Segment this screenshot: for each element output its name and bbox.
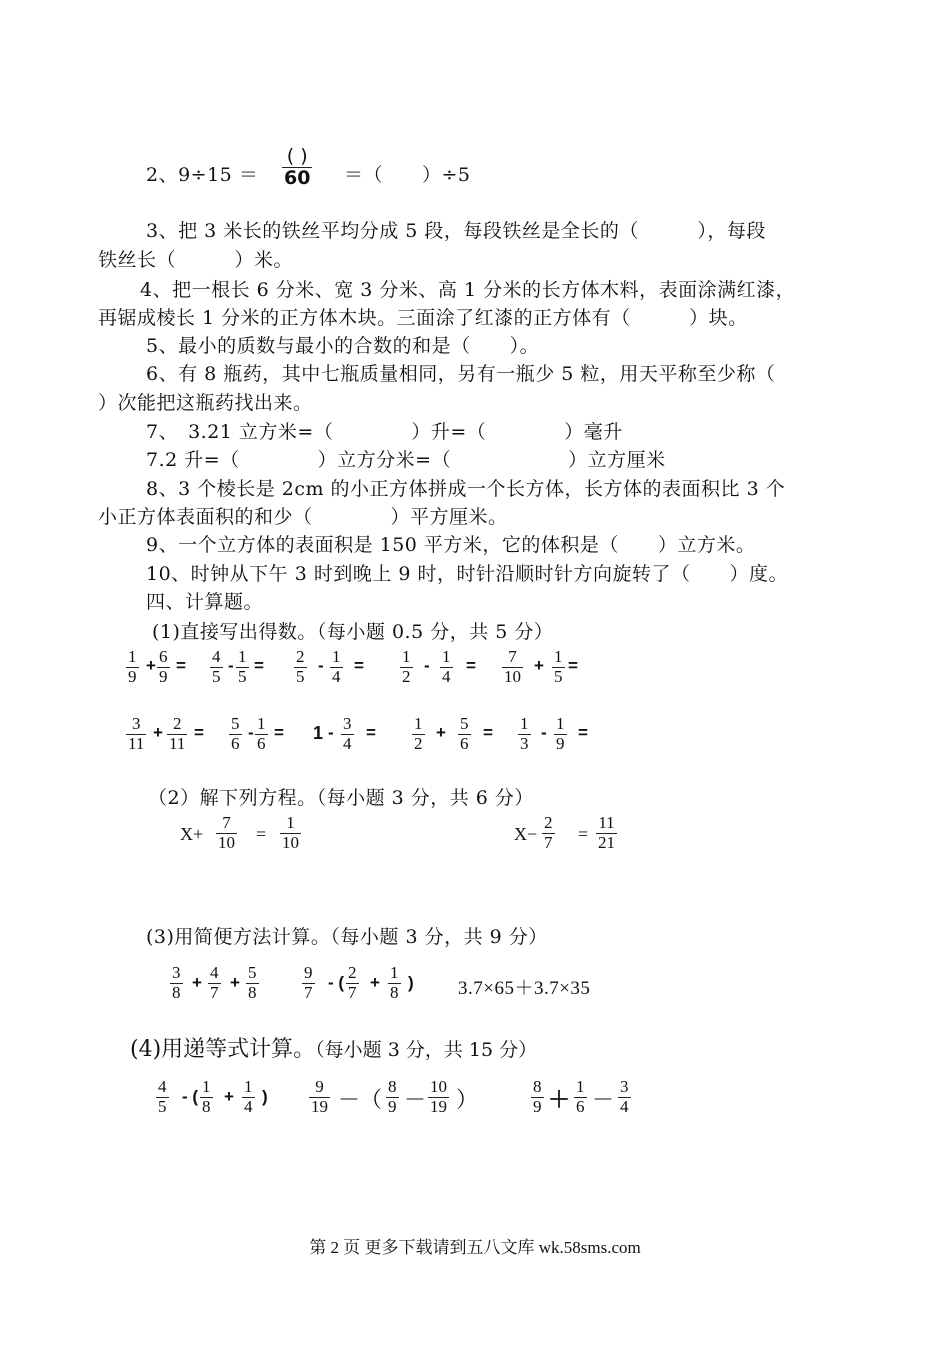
q8-line1: 8、3 个棱长是 2cm 的小正方体拼成一个长方体，长方体的表面积比 3 个 bbox=[146, 478, 786, 500]
p4-e3-op2: － bbox=[592, 1087, 615, 1112]
p1-r2-e2-b: $\frac{1}{6}$ bbox=[257, 714, 266, 753]
p1-r1-e1-op: + bbox=[146, 656, 156, 675]
q6-line2: ）次能把这瓶药找出来。 bbox=[98, 392, 313, 414]
p1-r1-e5-a: $\frac{7}{10}$ bbox=[504, 647, 521, 686]
p2-eq2-a: $\frac{2}{7}$ bbox=[544, 813, 553, 852]
p1-r2-e3-b: $\frac{3}{4}$ bbox=[343, 714, 352, 753]
p1-r2-e2-a: $\frac{5}{6}$ bbox=[231, 714, 240, 753]
p4-e3-a: $\frac{8}{9}$ bbox=[533, 1077, 542, 1116]
part4-title bbox=[130, 1032, 537, 1063]
p1-r1-e3-eq: = bbox=[354, 656, 364, 675]
p4-e1-b: $\frac{1}{8}$ bbox=[202, 1077, 211, 1116]
p1-r1-e3-a: $\frac{2}{5}$ bbox=[296, 647, 305, 686]
q3-line1: 3、把 3 米长的铁丝平均分成 5 段，每段铁丝是全长的（ ），每段 bbox=[146, 220, 766, 242]
p1-r1-e4-eq: = bbox=[466, 656, 476, 675]
p4-e2-close: ） bbox=[456, 1087, 479, 1112]
p1-r2-e4-b: $\frac{5}{6}$ bbox=[460, 714, 469, 753]
p4-e3-op1: ＋ bbox=[548, 1087, 571, 1112]
q2-prefix: 2、9÷15 ＝ bbox=[146, 164, 259, 186]
p1-r2-e1-b: $\frac{2}{11}$ bbox=[169, 714, 186, 753]
p1-r1-e2-op: - bbox=[228, 656, 234, 675]
p4-e1-c: $\frac{1}{4}$ bbox=[244, 1077, 253, 1116]
q6-line1: 6、有 8 瓶药，其中七瓶质量相同，另有一瓶少 5 粒，用天平称至少称（ bbox=[146, 363, 776, 385]
p1-r2-e2-op: - bbox=[248, 723, 254, 742]
p2-eq1-eq: = bbox=[256, 824, 267, 844]
p4-e1-op1: - ( bbox=[182, 1087, 199, 1106]
q5: 5、最小的质数与最小的合数的和是（ ）。 bbox=[146, 335, 540, 357]
p1-r2-e2-eq: = bbox=[274, 723, 284, 742]
part4-title-main: (4)用递等式计算。 bbox=[130, 1037, 316, 1062]
q2-suffix: ＝（ ）÷5 bbox=[344, 164, 471, 186]
p1-r2-e3-eq: = bbox=[366, 723, 376, 742]
q4-line1: 4、把一根长 6 分米、宽 3 分米、高 1 分米的长方体木料，表面涂满红漆， bbox=[140, 279, 796, 301]
p3-e1-b: $\frac{4}{7}$ bbox=[210, 963, 219, 1002]
p4-e3-c: $\frac{3}{4}$ bbox=[620, 1077, 629, 1116]
p4-e2-a: $\frac{9}{19}$ bbox=[311, 1077, 328, 1116]
p1-r2-e3-whole: 1 bbox=[313, 723, 324, 743]
part4-title-note: （每小题 3 分，共 15 分） bbox=[315, 1039, 538, 1061]
p4-e2-b: $\frac{8}{9}$ bbox=[388, 1077, 397, 1116]
p1-r2-e3-op: - bbox=[328, 723, 334, 742]
p1-r1-e4-b: $\frac{1}{4}$ bbox=[442, 647, 451, 686]
q2-fraction bbox=[282, 146, 312, 189]
p1-r1-e5-eq: = bbox=[568, 656, 578, 675]
p3-e3: 3.7×65＋3.7×35 bbox=[458, 978, 591, 999]
p1-r2-e5-a: $\frac{1}{3}$ bbox=[520, 714, 529, 753]
p1-r2-e4-a: $\frac{1}{2}$ bbox=[414, 714, 423, 753]
q8-line2: 小正方体表面积的和少（ ）平方厘米。 bbox=[98, 506, 508, 528]
p4-e1-a: $\frac{4}{5}$ bbox=[158, 1077, 167, 1116]
p1-r1-e3-op: - bbox=[318, 656, 324, 675]
p1-r2-e5-b: $\frac{1}{9}$ bbox=[556, 714, 565, 753]
p1-r1-e1-eq: = bbox=[176, 656, 186, 675]
p2-eq2-lhs: X− bbox=[514, 824, 538, 844]
p4-e2-op2: － bbox=[404, 1087, 427, 1112]
p3-e2-a: $\frac{9}{7}$ bbox=[304, 963, 313, 1002]
p1-r1-e5-b: $\frac{1}{5}$ bbox=[554, 647, 563, 686]
p3-e1-op2: + bbox=[230, 973, 240, 992]
p3-e2-b: $\frac{2}{7}$ bbox=[348, 963, 357, 1002]
p4-e1-op2: + bbox=[224, 1087, 234, 1106]
p1-r1-e5-op: + bbox=[534, 656, 544, 675]
p1-r1-e2-eq: = bbox=[254, 656, 264, 675]
q7a: 7、 3.21 立方米=（ ）升=（ ）毫升 bbox=[146, 421, 623, 443]
p3-e1-op1: + bbox=[192, 973, 202, 992]
p1-r1-e3-b: $\frac{1}{4}$ bbox=[332, 647, 341, 686]
p1-r1-e4-op: - bbox=[424, 656, 430, 675]
p1-r2-e1-eq: = bbox=[194, 723, 204, 742]
p2-eq1-b: $\frac{1}{10}$ bbox=[282, 813, 299, 852]
p1-r1-e2-b: $\frac{1}{5}$ bbox=[238, 647, 247, 686]
p1-r1-e1-a: $\frac{1}{9}$ bbox=[128, 647, 137, 686]
p3-e2-op1: - ( bbox=[328, 973, 345, 992]
p1-r2-e5-eq: = bbox=[578, 723, 588, 742]
p3-e2-close: ) bbox=[408, 973, 414, 992]
p4-e2-op1: －（ bbox=[338, 1087, 383, 1112]
q3-line2: 铁丝长（ ）米。 bbox=[98, 249, 294, 271]
p1-r1-e4-a: $\frac{1}{2}$ bbox=[402, 647, 411, 686]
p1-r2-e4-eq: = bbox=[483, 723, 493, 742]
part2-title: （2）解下列方程。（每小题 3 分，共 6 分） bbox=[148, 787, 534, 809]
p1-r1-e2-a: $\frac{4}{5}$ bbox=[212, 647, 221, 686]
p4-e3-b: $\frac{1}{6}$ bbox=[576, 1077, 585, 1116]
q4-line2: 再锯成棱长 1 分米的正方体木块。三面涂了红漆的正方体有（ ）块。 bbox=[98, 307, 748, 329]
q7b: 7.2 升=（ ）立方分米=（ ）立方厘米 bbox=[146, 449, 666, 471]
q9: 9、一个立方体的表面积是 150 平方米，它的体积是（ ）立方米。 bbox=[146, 534, 756, 556]
q2-frac-num: ( ) bbox=[286, 145, 308, 167]
p3-e1-c: $\frac{5}{8}$ bbox=[248, 963, 257, 1002]
p1-r2-e1-op: + bbox=[153, 723, 163, 742]
q10: 10、时钟从下午 3 时到晚上 9 时，时针沿顺时针方向旋转了（ ）度。 bbox=[146, 563, 789, 585]
p2-eq2-b: $\frac{11}{21}$ bbox=[598, 813, 615, 852]
p4-e2-c: $\frac{10}{19}$ bbox=[430, 1077, 447, 1116]
p2-eq2-eq: = bbox=[578, 824, 589, 844]
p2-eq1-lhs: X+ bbox=[180, 824, 204, 844]
p1-r2-e1-a: $\frac{3}{11}$ bbox=[128, 714, 145, 753]
p1-r2-e4-op: + bbox=[436, 723, 446, 742]
p1-r2-e5-op: - bbox=[541, 723, 547, 742]
p3-e2-op2: + bbox=[370, 973, 380, 992]
page-footer: 第 2 页 更多下载请到五八文库 wk.58sms.com bbox=[309, 1238, 641, 1257]
p2-eq1-a: $\frac{7}{10}$ bbox=[218, 813, 235, 852]
part1-title: (1)直接写出得数。（每小题 0.5 分，共 5 分） bbox=[152, 621, 554, 643]
p3-e1-a: $\frac{3}{8}$ bbox=[172, 963, 181, 1002]
part3-title: (3)用简便方法计算。（每小题 3 分，共 9 分） bbox=[146, 926, 548, 948]
section4-title: 四、计算题。 bbox=[146, 591, 264, 613]
p3-e2-c: $\frac{1}{8}$ bbox=[390, 963, 399, 1002]
p1-r1-e1-b: $\frac{6}{9}$ bbox=[159, 647, 168, 686]
p4-e1-close: ) bbox=[262, 1087, 268, 1106]
q2-frac-den: 60 bbox=[284, 166, 311, 189]
